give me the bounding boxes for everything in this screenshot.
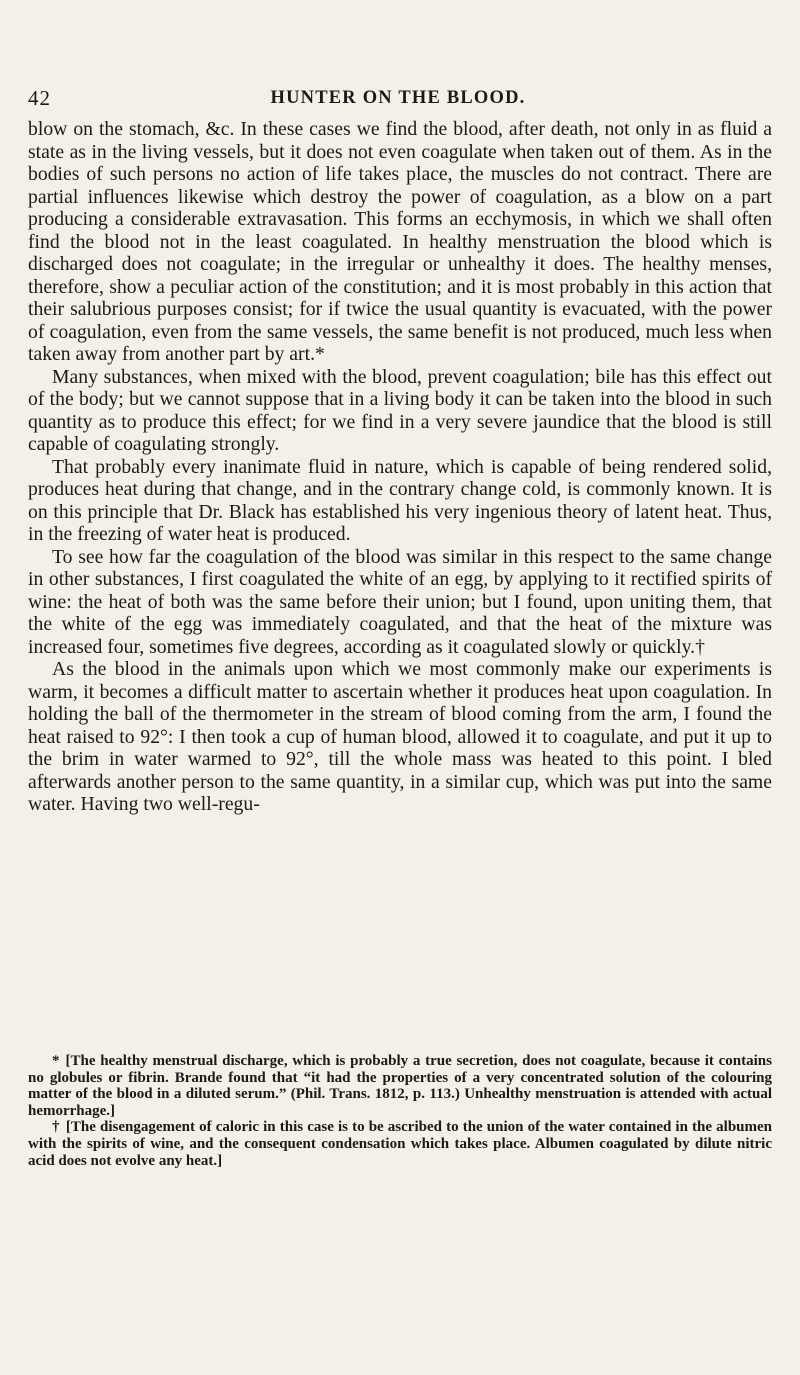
footnote xyxy=(28,1119,772,1169)
paragraph: Many substances, when mixed with the blood, prevent coagulation; bile has this effect out of the body; but we cannot suppose that in a living body it can be taken into the blood in such quantity as to produce this effect; for we find in a very severe jaundice that the blood is still capable of coagulating strongly. xyxy=(28,365,772,455)
footnote-text: [The disengagement of caloric in this case is to be ascribed to the union of the water contained in the albumen with the spirits of wine, and the consequent condensation which takes place. Albumen coagulated by dilute nitric acid does not evolve any heat.] xyxy=(28,1119,773,1169)
page-header xyxy=(28,86,768,110)
paragraph: That probably every inanimate fluid in nature, which is capable of being rendered solid, produces heat during that change, and in the contrary change cold, is commonly known. It is on this principle that Dr. Black has established his very ingenious theory of latent heat. Thus, in the freezing of water heat is produced. xyxy=(28,455,772,545)
footnote-symbol: * xyxy=(52,1053,60,1069)
footnote-symbol: † xyxy=(52,1119,60,1136)
main-text xyxy=(28,118,772,816)
page-number: 42 xyxy=(28,86,51,110)
running-title: HUNTER ON THE BLOOD. xyxy=(270,88,526,108)
footnote xyxy=(28,1053,772,1119)
footnote-text: [The healthy menstrual discharge, which is probably a true secretion, does not coagulate, because it contains no globules or fibrin. Brande found that “it had the properties of a very concentrated solution of the colouring matter of the blood in a diluted serum.” (Phil. Trans. 1812, p. 113.) Unhealthy menstruation is attended with actual hemorrhage.] xyxy=(28,1053,772,1119)
footnotes xyxy=(28,1053,772,1169)
paragraph: As the blood in the animals upon which we most commonly make our experiments is warm, it becomes a difficult matter to ascertain whether it produces heat upon coagulation. In holding the ball of the thermometer in the stream of blood coming from the arm, I found the heat raised to 92°: I then took a cup of human blood, allowed it to coagulate, and put it up to the brim in water warmed to 92°, till the whole mass was heated to this point. I bled afterwards another person to the same quantity, in a similar cup, which was put into the same water. Having two well-regu- xyxy=(28,658,772,815)
paragraph-continuation: blow on the stomach, &c. In these cases we find the blood, after death, not only in as fluid a state as in the living vessels, but it does not even coagulate when taken out of them. As in the bodies of such persons no action of life takes place, the muscles do not contract. There are partial influences likewise which destroy the power of coagulation, as a blow on a part producing a considerable extravasation. This forms an ecchymosis, in which we shall often find the blood not in the least coagulated. In healthy menstruation the blood which is discharged does not coagulate; in the irregular or unhealthy it does. The healthy menses, therefore, show a peculiar action of the constitution; and it is most probably in this action that their salubrious purposes consist; for if twice the usual quantity is evacuated, with the power of coagulation, even from the same vessels, the same benefit is not produced, much less when taken away from another part by art.* xyxy=(28,118,772,365)
paragraph: To see how far the coagulation of the blood was similar in this respect to the same change in other substances, I first coagulated the white of an egg, by applying to it rectified spirits of wine: the heat of both was the same before their union; but I found, upon uniting them, that the white of the egg was immediately coagulated, and that the heat of the mixture was increased four, sometimes five degrees, according as it coagulated slowly or quickly.† xyxy=(28,545,772,658)
